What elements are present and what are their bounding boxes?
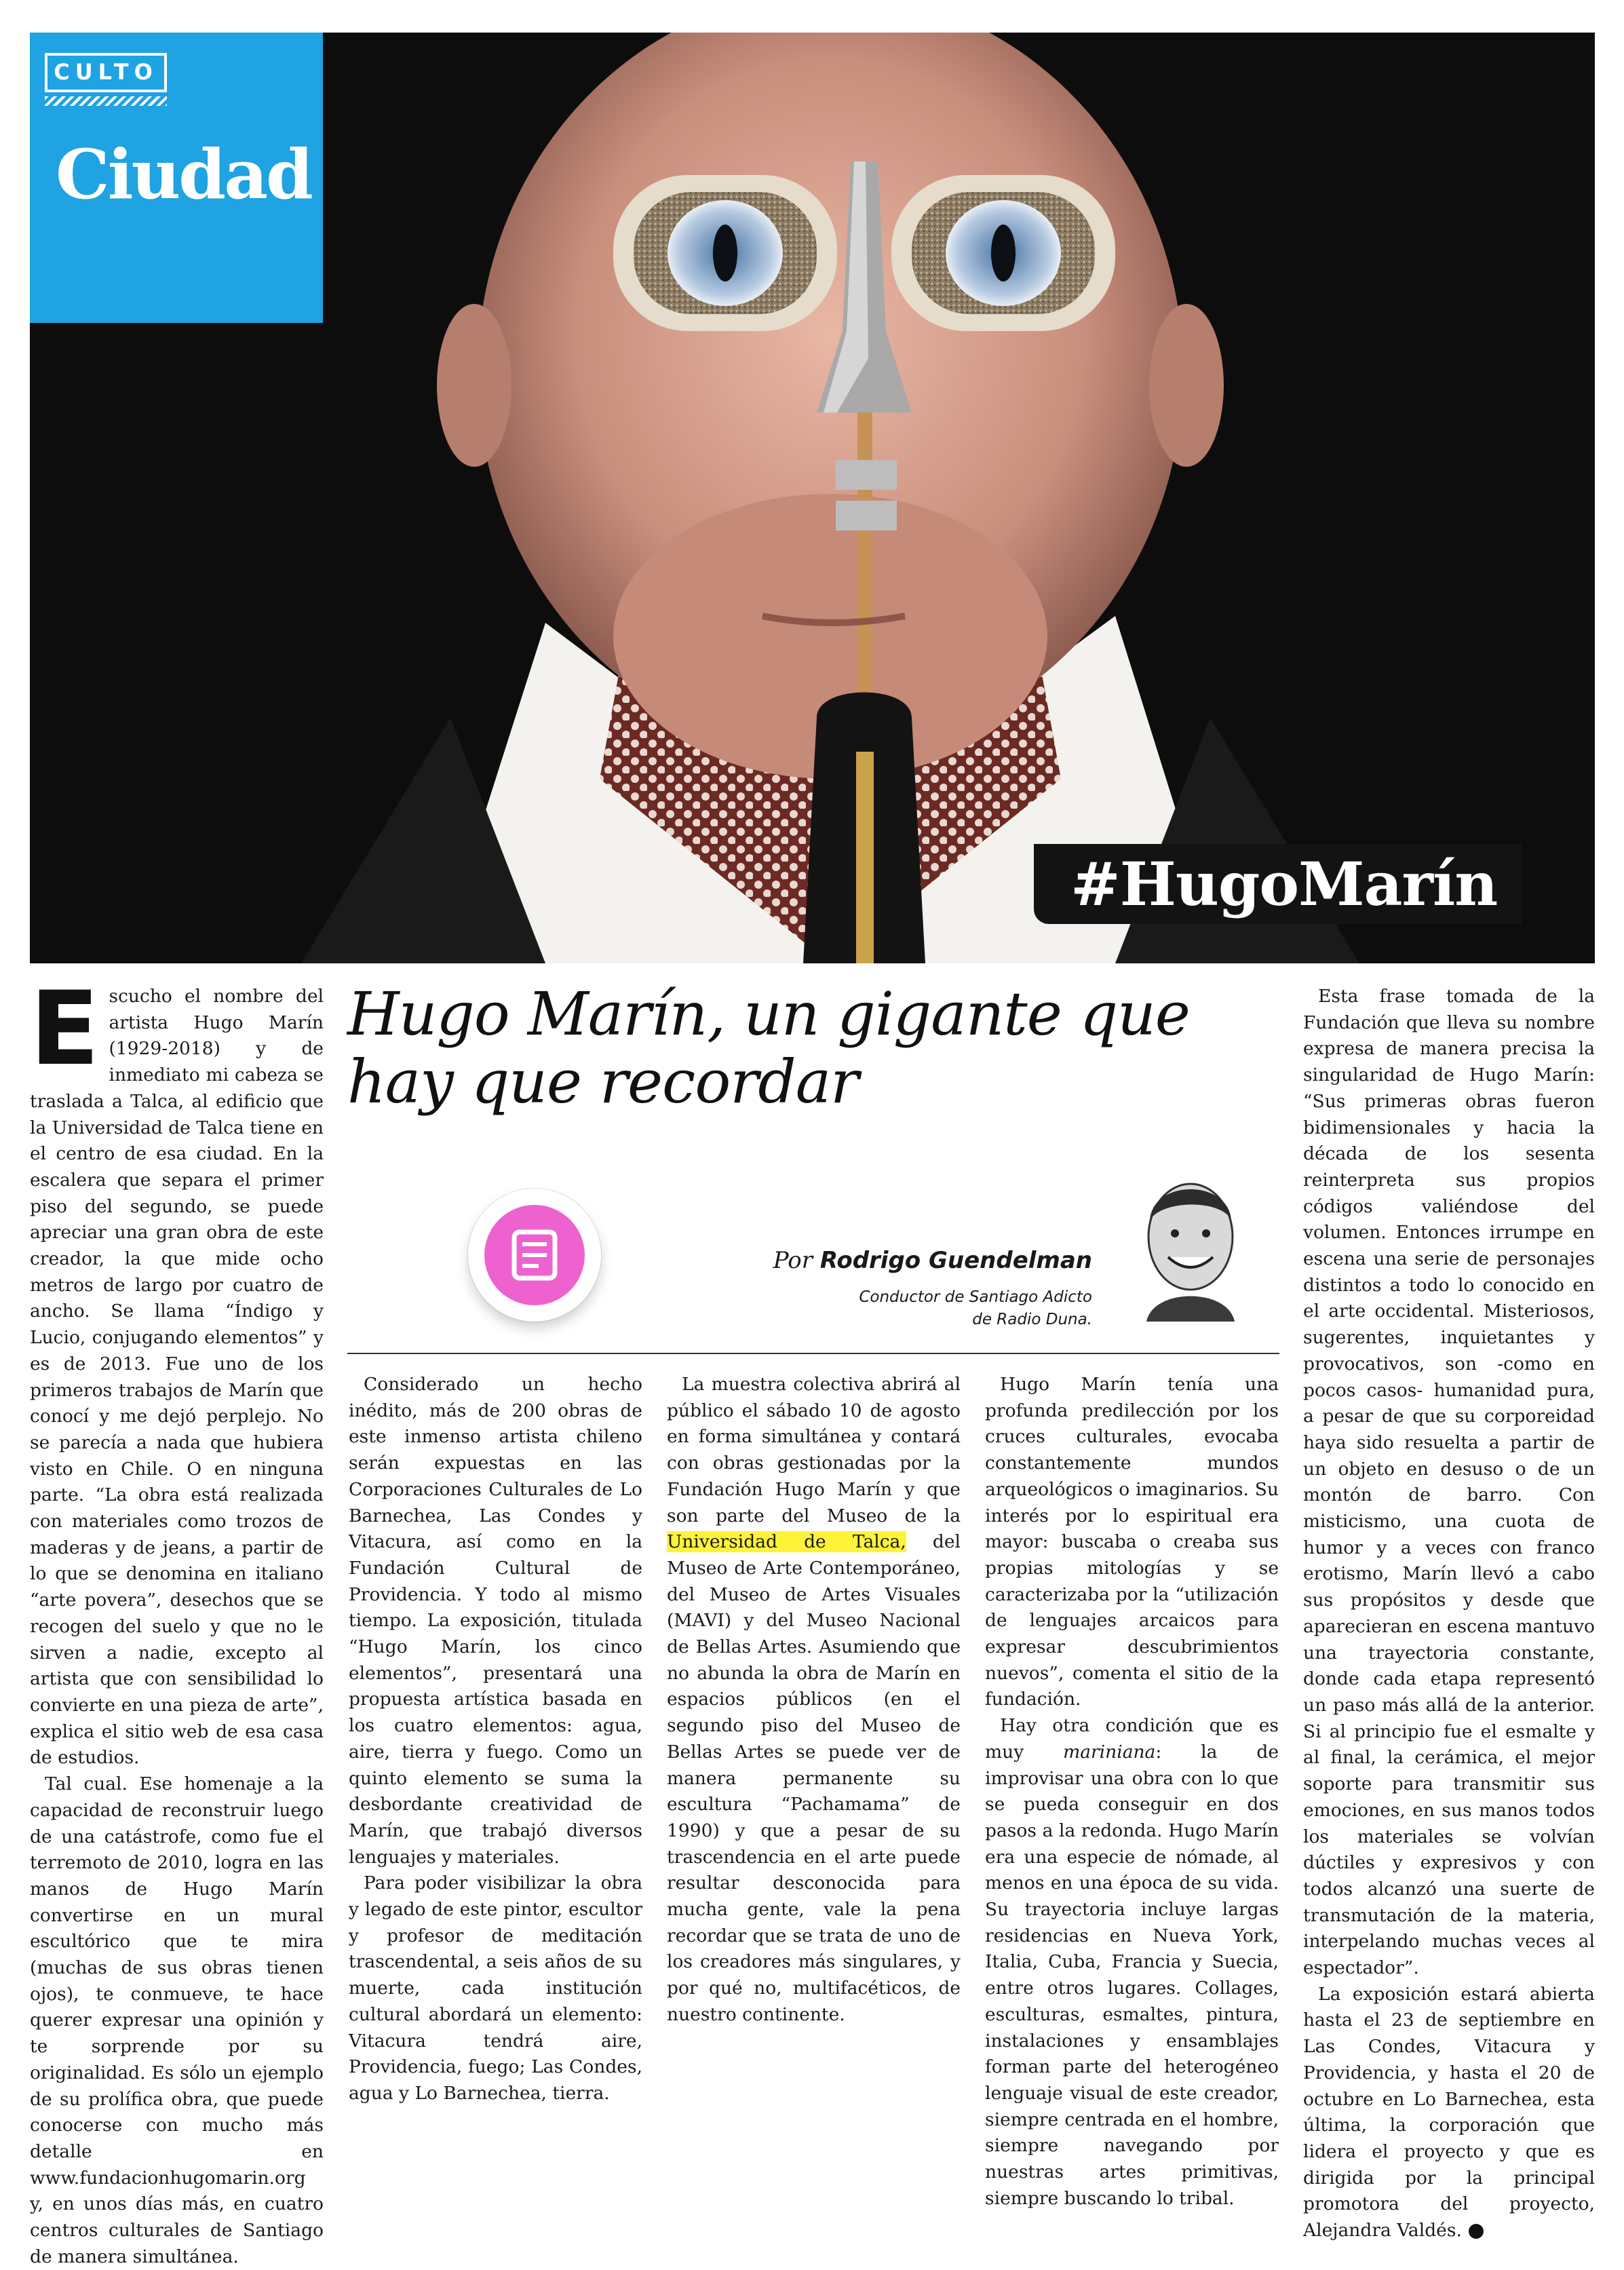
- byline-divider: [347, 1353, 1279, 1354]
- article-column-4: [985, 1372, 1279, 2212]
- paragraph-6: Hugo Marín tenía una profunda predilección por los cruces culturales, evocaba constantemente mundos arqueológicos o imaginarios. Su interés por lo espiritual era mayor: buscaba o creaba sus propias mitologías y se caracterizaba por la “utilización de lenguajes arcaicos para expresar descubrimientos nuevos”, comenta el sitio de la fundación.: [985, 1374, 1279, 1710]
- paragraph-7-text-a: Hay otra condición que es muy: [985, 1715, 1279, 1763]
- author-portrait: [1126, 1166, 1255, 1322]
- author-role: [705, 1286, 1092, 1331]
- filled-circle-icon: [1469, 2224, 1484, 2239]
- hashtag-label: #HugoMarín: [1034, 844, 1522, 924]
- podcast-badge[interactable]: [468, 1189, 601, 1322]
- article-column-1: [30, 970, 324, 2270]
- podcast-badge-inner: [484, 1205, 585, 1305]
- author-role-line1: Conductor de Santiago Adicto: [859, 1288, 1092, 1306]
- paragraph-5-text-b: del Museo de Arte Contemporáneo, del Museo de Artes Visuales (MAVI) y del Museo Nacional de Bellas Artes. Asumiendo que no abunda la obra de Marín en espacios públicos (en el segundo piso del Museo de Bellas Artes se puede ver de manera permanente su escultura “Pachamama” de 1990) y que a pesar de su trascendencia en el arte puede resultar desconocida para mucha gente, vale la pena recordar que se trata de uno de los creadores más singulares, y por qué no, multifacéticos, de nuestro continente.: [667, 1531, 961, 2025]
- section-header: [30, 33, 323, 323]
- paragraph-2: Tal cual. Ese homenaje a la capacidad de reconstruir luego de una catástrofe, como fue el terremoto de 2010, logra en las manos de Hugo Marín convertirse en un mural escultórico que te mira (muchas de sus obras tienen ojos), te conmueve, te hace querer expresar una opinión y te sorprende por su originalidad. Es sólo un ejemplo de su prolífica obra, que puede conocerse con mucho más detalle en www.fundacionhugomarin.org y, en unos días más, en cuatro centros culturales de Santiago de manera simultánea.: [30, 1773, 324, 2267]
- paragraph-3: Considerado un hecho inédito, más de 200 obras de este inmenso artista chileno serán expuestas en las Corporaciones Culturales de Lo Barnechea, Las Condes y Vitacura, así como en la Fundación Cultural de Providencia. Y todo al mismo tiempo. La exposición, titulada “Hugo Marín, los cinco elementos”, presentará una propuesta artística basada en los cuatro elementos: agua, aire, tierra y fuego. Como un quinto elemento se suma la desbordante creatividad de Marín, que trabajó diversos lenguajes y materiales.: [349, 1374, 642, 1868]
- paragraph-1: [30, 970, 324, 1771]
- paragraph-7-text-b: : la de improvisar una obra con lo que se pueda conseguir en dos pasos a la redonda. Hugo Marín era una especie de nómade, al menos en una época de su vida. Su trayectoria incluye largas residencias en Nueva York, Italia, Cuba, Francia y Suecia, entre otros lugares. Collages, esculturas, esmaltes, pintura, instalaciones y ensamblajes forman parte del heterogéneo lenguaje visual de este creador, siempre centrada en el hombre, siempre navegando por nuestras artes primitivas, siempre buscando lo tribal.: [985, 1741, 1279, 2209]
- author-name: Rodrigo Guendelman: [819, 1247, 1092, 1274]
- paragraph-1-text: scucho el nombre del artista Hugo Marín (1929-2018) y de inmediato mi cabeza se traslada a Talca, al edificio que la Universidad de Talca tiene en el centro de esa ciudad. En la escalera que separa el primer piso del segundo, se puede apreciar una gran obra de este creador, la que mide ocho metros de largo por cuatro de ancho. Se llama “Índigo y Lucio, conjugando elementos” y es de 2013. Fue uno de los primeros trabajos de Marín que conocí y me dejó perplejo. No se parecía a nada que hubiera visto en Chile. O en ninguna parte. “La obra está realizada con materiales como trozos de maderas y de jeans, a partir de lo que se denomina en italiano “arte povera”, desechos que se recogen del suelo y que no le sirven a nadie, excepto al artista que con sensibilidad lo convierte en una pieza de arte”, explica el sitio web de esa casa de estudios.: [30, 986, 324, 1769]
- logo-stripe-decoration: [45, 96, 167, 106]
- byline: [705, 1247, 1092, 1274]
- author-role-line2: de Radio Duna.: [972, 1311, 1092, 1328]
- paragraph-5-text-a: La muestra colectiva abrirá al público el sábado 10 de agosto en forma simultánea y contará con obras gestionadas por la Fundación Hugo Marín y que son parte del Museo de la: [667, 1374, 961, 1526]
- byline-block: [705, 1247, 1092, 1331]
- paragraph-9: [1303, 1982, 1595, 2244]
- section-title: Ciudad: [56, 134, 311, 214]
- article-column-5: [1303, 984, 1595, 2244]
- paragraph-5: [667, 1372, 961, 2028]
- italic-word: mariniana: [1063, 1741, 1156, 1763]
- byline-prefix: Por: [773, 1247, 813, 1274]
- article-column-3: [667, 1372, 961, 2028]
- document-lines-icon: [484, 1205, 585, 1305]
- paragraph-7: [985, 1713, 1279, 2212]
- paragraph-9-text: La exposición estará abierta hasta el 23 de septiembre en Las Condes, Vitacura y Providencia, y hasta el 20 de octubre en Lo Barnechea, esta última, la corporación que lidera el proyecto y que es dirigida por la principal promotora del proyecto, Alejandra Valdés.: [1303, 1983, 1595, 2242]
- drop-cap: E: [30, 970, 100, 1088]
- article-column-2: [349, 1372, 642, 2107]
- paragraph-8: Esta frase tomada de la Fundación que lleva su nombre expresa de manera precisa la singularidad de Hugo Marín: “Sus primeras obras fueron bidimensionales y hacia la década de los sesenta reinterpreta sus propios códigos valiéndose del volumen. Entonces irrumpe en escena una serie de personajes distintos a todo lo conocido en el arte occidental. Misteriosos, sugerentes, inquietantes y provocativos, son -como en pocos casos- humanidad pura, a pesar de que su corporeidad haya sido resuelta a partir de un objeto en desuso o de un montón de barro. Con misticismo, una cuota de humor y a veces con franco erotismo, Marín llevó a cabo sus propósitos y desde que aparecieran en escena mantuvo una trayectoria constante, donde cada etapa representó un paso más allá de la anterior. Si al principio fue el esmalte y al final, la cerámica, el mejor soporte para transmitir sus emociones, en sus manos todos los materiales se volvían dúctiles y expresivos y con todos alcanzó una suerte de transmutación de la materia, interpelando muchas veces al espectador”.: [1303, 986, 1595, 1979]
- highlighted-text: Universidad de Talca,: [667, 1531, 906, 1553]
- article-headline: Hugo Marín, un gigante que hay que recordar: [347, 979, 1190, 1117]
- culto-logo: CULTO: [45, 53, 167, 92]
- paragraph-4: Para poder visibilizar la obra y legado de este pintor, escultor y profesor de meditación trascendental, a seis años de su muerte, cada institución cultural abordará un elemento: Vitacura tendrá aire, Providencia, fuego; Las Condes, agua y Lo Barnechea, tierra.: [349, 1872, 642, 2104]
